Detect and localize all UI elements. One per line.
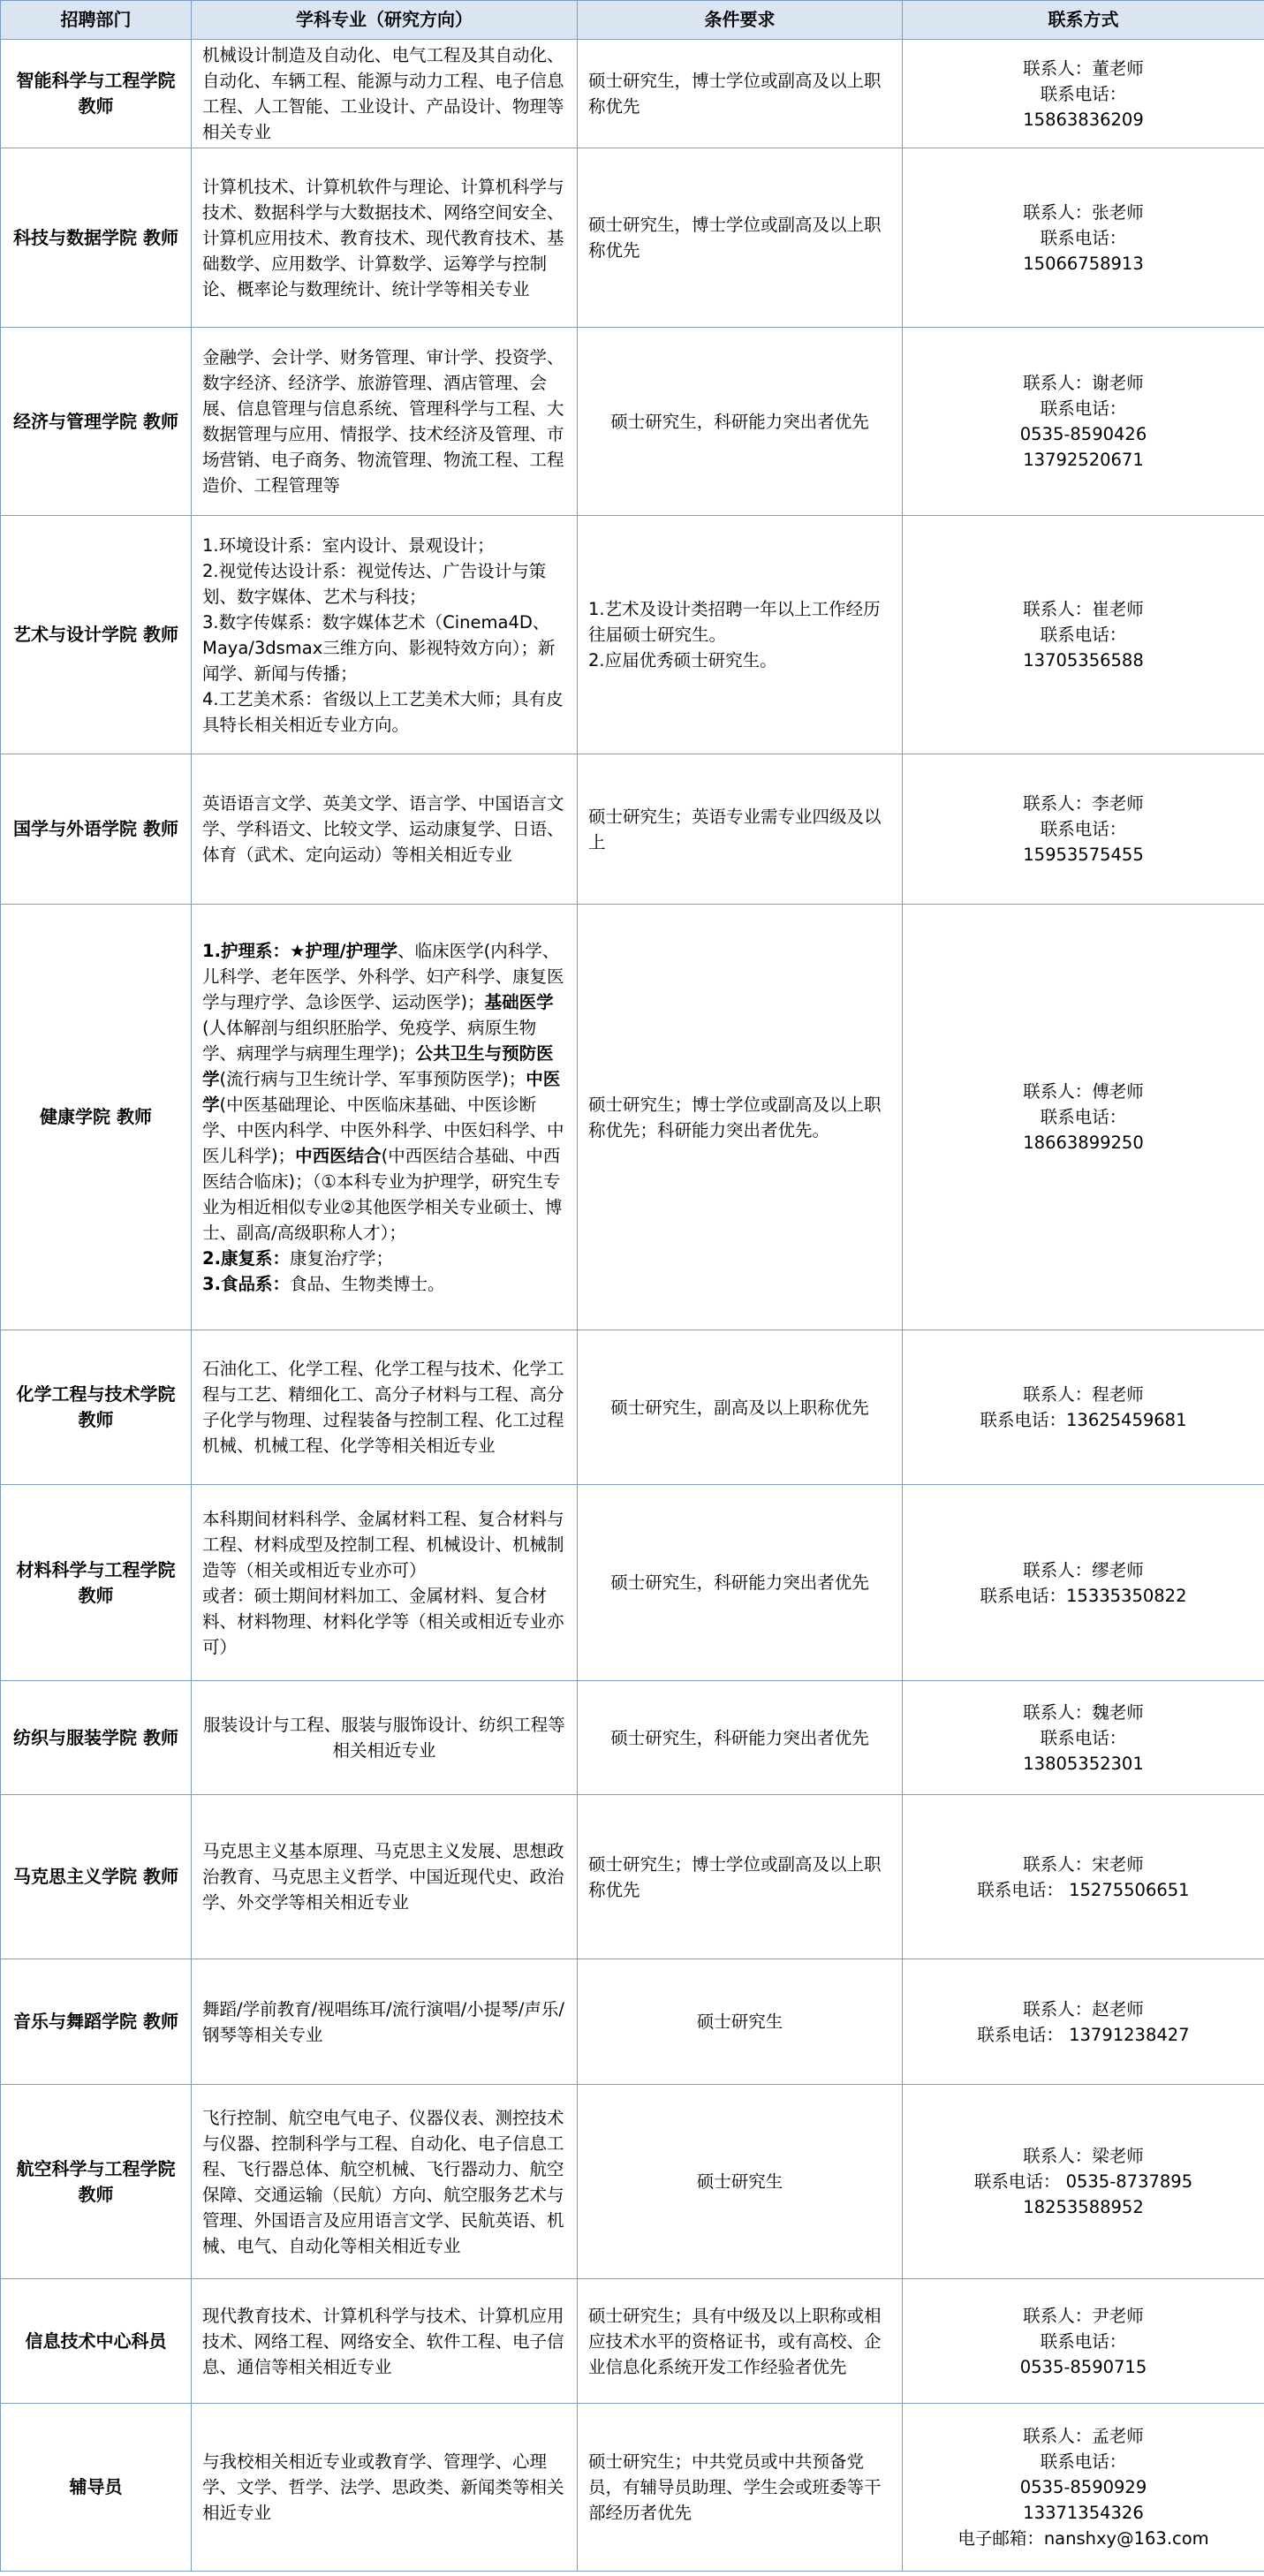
- contact-phone: 联系电话：15335350822: [980, 1585, 1187, 1606]
- dept-cell: 辅导员: [1, 2404, 192, 2572]
- table-row: [1, 40, 1264, 148]
- contact-person: 联系人：宋老师: [1023, 1853, 1144, 1875]
- contact-cell: [903, 2279, 1264, 2404]
- requirements-cell: 硕士研究生: [578, 2085, 903, 2279]
- requirements-cell: 硕士研究生；英语专业需专业四级及以上: [578, 754, 903, 905]
- requirements-cell: 硕士研究生，科研能力突出者优先: [578, 328, 903, 516]
- contact-cell: [903, 2404, 1264, 2572]
- contact-mobile: 13371354326: [1023, 2503, 1144, 2523]
- dept-cell: 艺术与设计学院 教师: [1, 516, 192, 754]
- requirements-cell: 硕士研究生: [578, 1959, 903, 2085]
- major-cell: 金融学、会计学、财务管理、审计学、投资学、数字经济、经济学、旅游管理、酒店管理、会展、信息管理与信息系统、管理科学与工程、大数据管理与应用、情报学、技术经济及管理、市场营销、电子商务、物流管理、物流工程、工程造价、工程管理等: [192, 328, 578, 516]
- dept-cell: 科技与数据学院 教师: [1, 148, 192, 328]
- major-cell: 现代教育技术、计算机科学与技术、计算机应用技术、网络工程、网络安全、软件工程、电子信息、通信等相关相近专业: [192, 2279, 578, 2404]
- table-row: [1, 754, 1264, 905]
- major-bold-run: 中医学: [202, 1068, 561, 1115]
- major-line: 3.数字传媒系：数字媒体艺术（Cinema4D、Maya/3dsmax三维方向、影视特效方向）；新闻学、新闻与传播；: [202, 611, 556, 684]
- dept-cell: 音乐与舞蹈学院 教师: [1, 1959, 192, 2085]
- dept-cell: 化学工程与技术学院 教师: [1, 1330, 192, 1485]
- major-cell: 与我校相关相近专业或教育学、管理学、心理学、文学、哲学、法学、思政类、新闻类等相关相近专业: [192, 2404, 578, 2572]
- major-cell: [192, 516, 578, 754]
- contact-mobile: 18253588952: [1023, 2197, 1144, 2217]
- requirements-cell: 硕士研究生，科研能力突出者优先: [578, 1681, 903, 1795]
- table-row: [1, 516, 1264, 754]
- major-cell: 英语语言文学、英美文学、语言学、中国语言文学、学科语文、比较文学、运动康复学、日语、体育（武术、定向运动）等相关相近专业: [192, 754, 578, 905]
- contact-phone: 15066758913: [1023, 253, 1144, 274]
- dept-cell: 马克思主义学院 教师: [1, 1795, 192, 1959]
- requirements-cell: [578, 516, 903, 754]
- contact-email[interactable]: 电子邮箱：nanshxy@163.com: [957, 2528, 1209, 2549]
- contact-phone: 联系电话： 13791238427: [977, 2024, 1190, 2045]
- requirements-cell: 硕士研究生；具有中级及以上职称或相应技术水平的资格证书，或有高校、企业信息化系统开发工作经验者优先: [578, 2279, 903, 2404]
- major-cell: [192, 1485, 578, 1681]
- major-cell: 计算机技术、计算机软件与理论、计算机科学与技术、数据科学与大数据技术、网络空间安全、计算机应用技术、教育技术、现代教育技术、基础数学、应用数学、计算数学、运筹学与控制论、概率论与数理统计、统计学等相关专业: [192, 148, 578, 328]
- major-run: 食品、生物类博士。: [289, 1273, 445, 1294]
- contact-phone: 联系电话： 15275506651: [977, 1879, 1190, 1900]
- major-line: 或者：硕士期间材料加工、金属材料、复合材料、材料物理、材料化学等（相关或相近专业亦可）: [202, 1585, 564, 1657]
- dept-cell: 健康学院 教师: [1, 905, 192, 1330]
- table-row: [1, 1795, 1264, 1959]
- major-line: 本科期间材料科学、金属材料工程、复合材料与工程、材料成型及控制工程、机械设计、机械制造等（相关或相近专业亦可）: [202, 1508, 564, 1580]
- contact-person: 联系人：缪老师: [1023, 1559, 1144, 1580]
- table-row: [1, 1485, 1264, 1681]
- contact-phone-label: 联系电话：: [1040, 819, 1127, 839]
- contact-person: 联系人：李老师: [1023, 793, 1144, 814]
- requirements-cell: 硕士研究生，副高及以上职称优先: [578, 1330, 903, 1485]
- contact-phone: 0535-8590715: [1019, 2356, 1147, 2377]
- contact-cell: [903, 905, 1264, 1330]
- dept-cell: 纺织与服装学院 教师: [1, 1681, 192, 1795]
- contact-phone: 15863836209: [1023, 109, 1144, 130]
- contact-phone-label: 联系电话：: [1040, 2330, 1127, 2352]
- major-run: (中医基础理论、中医临床基础、中医诊断学、中医内科学、中医外科学、中医妇科学、中医儿科学)；: [202, 1094, 564, 1166]
- contact-cell: [903, 1485, 1264, 1681]
- contact-cell: [903, 2085, 1264, 2279]
- contact-phone-label: 联系电话：: [1040, 398, 1127, 419]
- major-line: [202, 1246, 566, 1271]
- contact-cell: [903, 1330, 1264, 1485]
- contact-cell: [903, 148, 1264, 328]
- table-row: [1, 905, 1264, 1330]
- major-run: 、临床医学(内科学、儿科学、老年医学、外科学、妇产科学、康复医学与理疗学、急诊医学、运动医学)；: [202, 940, 564, 1012]
- contact-cell: [903, 1959, 1264, 2085]
- contact-person: 联系人：崔老师: [1023, 599, 1144, 619]
- contact-cell: [903, 1795, 1264, 1959]
- major-run: (人体解剖与组织胚胎学、免疫学、病原生物学、病理学与病理生理学)；: [202, 1017, 537, 1064]
- dept-cell: 信息技术中心科员: [1, 2279, 192, 2404]
- table-row: [1, 2279, 1264, 2404]
- contact-person: 联系人：孟老师: [1023, 2426, 1144, 2446]
- requirements-cell: 硕士研究生，博士学位或副高及以上职称优先: [578, 148, 903, 328]
- major-cell: 舞蹈/学前教育/视唱练耳/流行演唱/小提琴/声乐/钢琴等相关专业: [192, 1959, 578, 2085]
- dept-cell: 航空科学与工程学院 教师: [1, 2085, 192, 2279]
- contact-person: 联系人：赵老师: [1023, 1998, 1144, 2019]
- major-bold-run: ★护理/护理学: [289, 940, 398, 961]
- table-row: [1, 2085, 1264, 2279]
- dept-cell: 材料科学与工程学院 教师: [1, 1485, 192, 1681]
- contact-phone-label: 联系电话：: [1040, 1727, 1127, 1748]
- major-bold-run: 基础医学: [484, 991, 554, 1012]
- contact-phone: 0535-8590929: [1019, 2477, 1147, 2497]
- requirements-cell: 硕士研究生，科研能力突出者优先: [578, 1485, 903, 1681]
- table-row: [1, 1959, 1264, 2085]
- major-line: [202, 1271, 566, 1297]
- contact-phone: 18663899250: [1023, 1133, 1144, 1153]
- contact-person: 联系人：谢老师: [1023, 373, 1144, 393]
- major-run: 康复治疗学；: [289, 1247, 393, 1269]
- contact-mobile: 13792520671: [1023, 450, 1144, 470]
- major-line: 2.视觉传达设计系：视觉传达、广告设计与策划、数字媒体、艺术与科技；: [202, 560, 547, 607]
- contact-phone: 联系电话： 0535-8737895: [973, 2171, 1193, 2192]
- contact-phone: 13705356588: [1023, 650, 1144, 671]
- table-row: [1, 148, 1264, 328]
- major-cell: 服装设计与工程、服装与服饰设计、纺织工程等相关相近专业: [192, 1681, 578, 1795]
- header-requirements: 条件要求: [578, 1, 903, 40]
- contact-person: 联系人：董老师: [1023, 57, 1144, 79]
- requirement-line: 2.应届优秀硕士研究生。: [588, 650, 777, 671]
- major-bold-run: 2.康复系：: [202, 1247, 290, 1269]
- contact-person: 联系人：魏老师: [1023, 1701, 1144, 1723]
- major-run: (中西医结合基础、中西医结合临床)；（①本科专业为护理学，研究生专业为相近相似专业②其他医学相关专业硕士、博士、副高/高级职称人才）；: [202, 1145, 563, 1243]
- major-bold-run: 1.护理系：: [202, 940, 290, 961]
- major-cell: 机械设计制造及自动化、电气工程及其自动化、自动化、车辆工程、能源与动力工程、电子信息工程、人工智能、工业设计、产品设计、物理等相关专业: [192, 40, 578, 148]
- table-row: [1, 328, 1264, 516]
- contact-cell: [903, 40, 1264, 148]
- contact-phone-label: 联系电话：: [1040, 227, 1127, 248]
- major-run: (流行病与卫生统计学、军事预防医学)；: [219, 1068, 526, 1089]
- contact-cell: [903, 754, 1264, 905]
- contact-cell: [903, 516, 1264, 754]
- header-dept: 招聘部门: [1, 1, 192, 40]
- contact-phone-label: 联系电话：: [1040, 1107, 1127, 1127]
- requirements-cell: 硕士研究生；中共党员或中共预备党员，有辅导员助理、学生会或班委等干部经历者优先: [578, 2404, 903, 2572]
- table-row: [1, 1681, 1264, 1795]
- major-line: 4.工艺美术系：省级以上工艺美术大师；具有皮具特长相关相近专业方向。: [202, 688, 564, 735]
- header-contact: 联系方式: [903, 1, 1264, 40]
- major-line: 1.环境设计系：室内设计、景观设计；: [202, 534, 495, 556]
- requirement-line: 1.艺术及设计类招聘一年以上工作经历往届硕士研究生。: [588, 599, 881, 645]
- contact-phone: 13805352301: [1023, 1753, 1144, 1774]
- contact-phone: 0535-8590426: [1019, 424, 1147, 444]
- major-rich-text: [202, 941, 564, 1243]
- contact-person: 联系人：张老师: [1023, 201, 1144, 223]
- major-cell: [192, 905, 578, 1330]
- major-bold-run: 3.食品系：: [202, 1273, 290, 1294]
- table-header-row: [1, 1, 1264, 40]
- contact-phone-label: 联系电话：: [1040, 2451, 1127, 2472]
- contact-person: 联系人：尹老师: [1023, 2305, 1144, 2326]
- contact-phone: 联系电话：13625459681: [980, 1410, 1187, 1430]
- contact-cell: [903, 328, 1264, 516]
- contact-phone: 15953575455: [1023, 845, 1144, 865]
- major-bold-run: 公共卫生与预防医学: [202, 1042, 554, 1089]
- contact-phone-label: 联系电话：: [1040, 83, 1127, 104]
- requirements-cell: 硕士研究生；博士学位或副高及以上职称优先；科研能力突出者优先。: [578, 905, 903, 1330]
- dept-cell: 智能科学与工程学院 教师: [1, 40, 192, 148]
- major-cell: 石油化工、化学工程、化学工程与技术、化学工程与工艺、精细化工、高分子材料与工程、高分子化学与物理、过程装备与控制工程、化工过程机械、机械工程、化学等相关相近专业: [192, 1330, 578, 1485]
- dept-cell: 国学与外语学院 教师: [1, 754, 192, 905]
- requirements-cell: 硕士研究生，博士学位或副高及以上职称优先: [578, 40, 903, 148]
- contact-person: 联系人：程老师: [1023, 1384, 1144, 1405]
- table-row: [1, 2404, 1264, 2572]
- dept-cell: 经济与管理学院 教师: [1, 328, 192, 516]
- requirements-cell: 硕士研究生；博士学位或副高及以上职称优先: [578, 1795, 903, 1959]
- header-major: 学科专业（研究方向）: [192, 1, 578, 40]
- major-bold-run: 中西医结合: [295, 1145, 382, 1166]
- table-row: [1, 1330, 1264, 1485]
- major-cell: 马克思主义基本原理、马克思主义发展、思想政治教育、马克思主义哲学、中国近现代史、政治学、外交学等相关相近专业: [192, 1795, 578, 1959]
- major-cell: 飞行控制、航空电气电子、仪器仪表、测控技术与仪器、控制科学与工程、自动化、电子信息工程、飞行器总体、航空机械、飞行器动力、航空保障、交通运输（民航）方向、航空服务艺术与管理、外国语言及应用语言文学、民航英语、机械、电气、自动化等相关相近专业: [192, 2085, 578, 2279]
- contact-phone-label: 联系电话：: [1040, 625, 1127, 645]
- contact-person: 联系人：傅老师: [1023, 1081, 1144, 1102]
- contact-person: 联系人：梁老师: [1023, 2146, 1144, 2166]
- contact-cell: [903, 1681, 1264, 1795]
